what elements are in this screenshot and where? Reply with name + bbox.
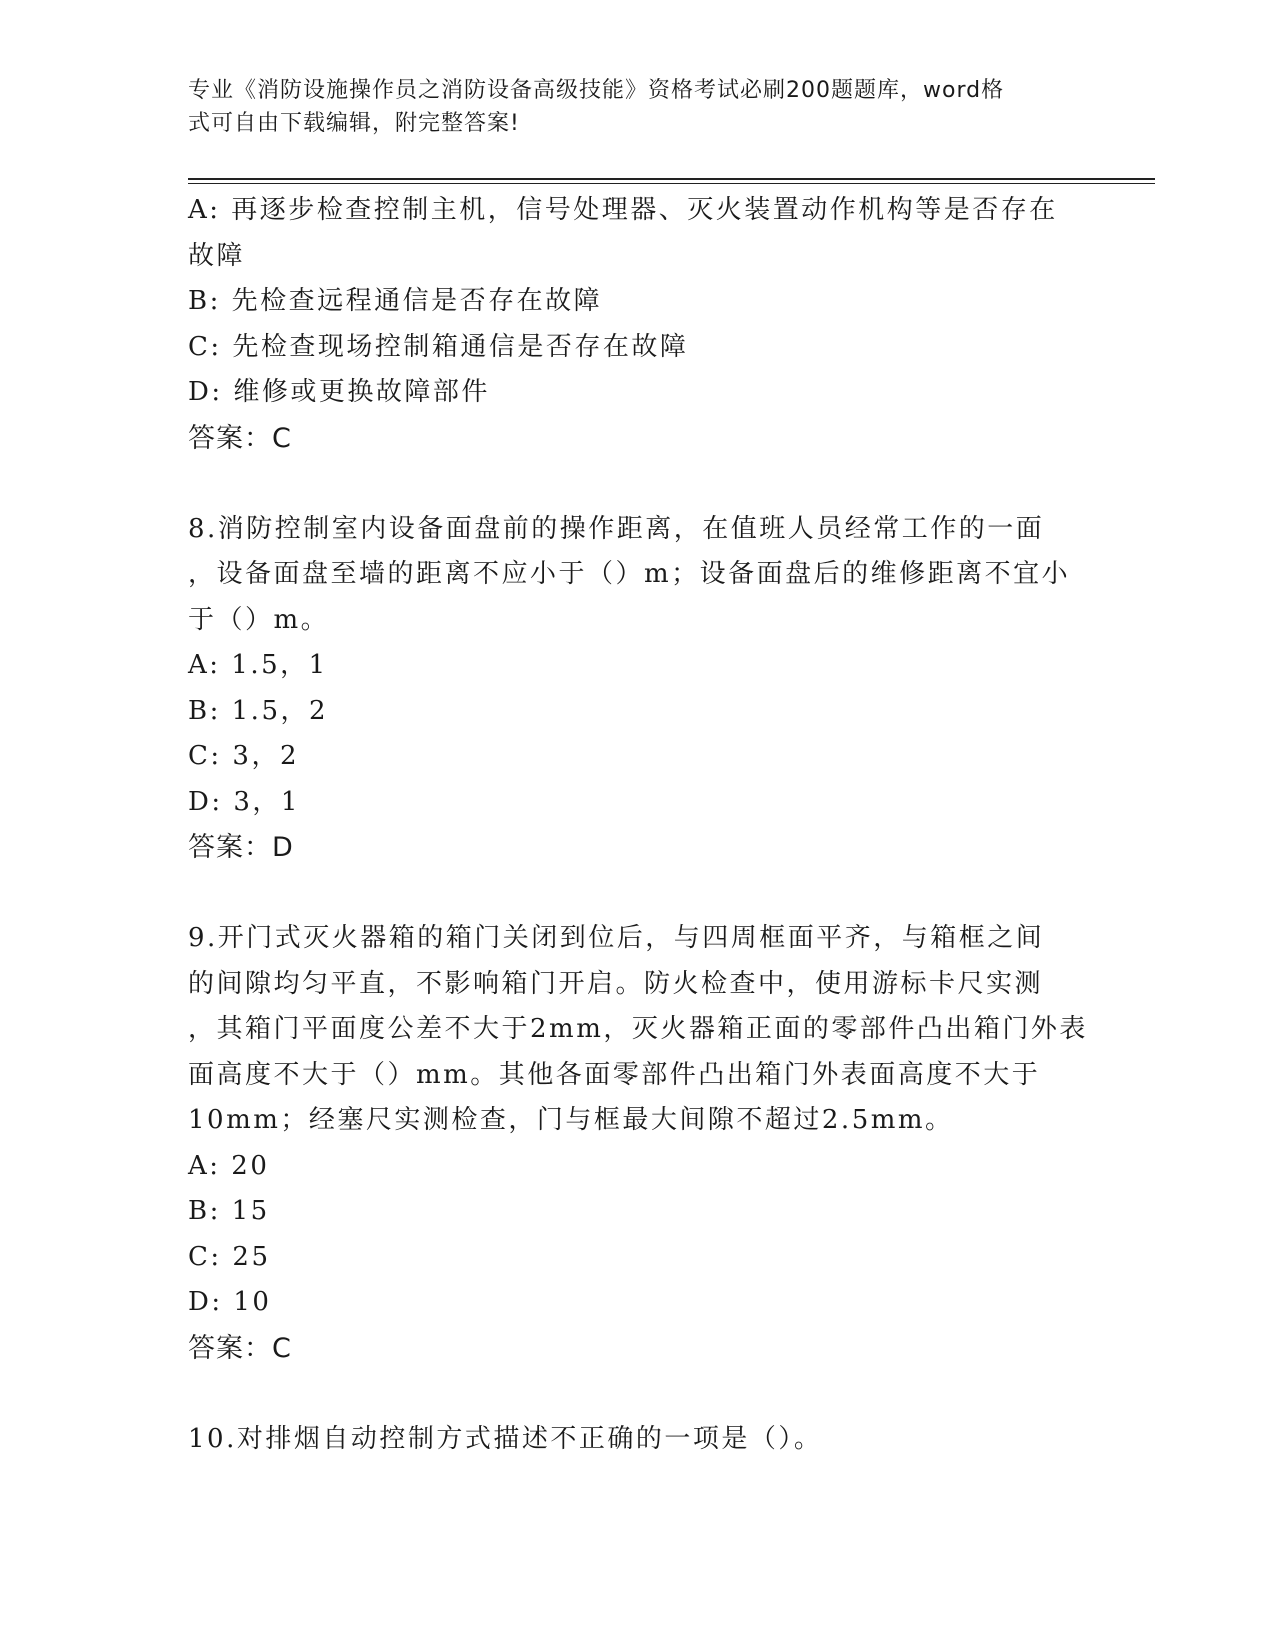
question-7 bbox=[188, 188, 1088, 461]
option-d: D: 3，1 bbox=[188, 786, 300, 817]
question-text-line-5: 10mm；经塞尺实测检查，门与框最大间隙不超过2.5mm。 bbox=[188, 1105, 954, 1135]
header-divider-thin bbox=[188, 183, 1155, 184]
header-line-1: 专业《消防设施操作员之消防设备高级技能》资格考试必刷200题题库，word格 bbox=[188, 78, 1005, 103]
document-header bbox=[188, 74, 1088, 140]
question-text-line-1: 9.开门式灭火器箱的箱门关闭到位后，与四周框面平齐，与箱框之间 bbox=[188, 923, 1045, 953]
question-list bbox=[188, 188, 1088, 1462]
option-b: B: 15 bbox=[188, 1196, 270, 1226]
answer-label: 答案：C bbox=[188, 422, 292, 454]
header-line-2: 式可自由下载编辑，附完整答案! bbox=[188, 111, 520, 136]
question-text-line-3: ，其箱门平面度公差不大于2mm，灭火器箱正面的零部件凸出箱门外表 bbox=[188, 1014, 1088, 1044]
answer-label: 答案：C bbox=[188, 1332, 292, 1364]
option-a-line-2: 故障 bbox=[188, 240, 246, 271]
option-b: B: 1.5，2 bbox=[188, 695, 329, 726]
question-9 bbox=[188, 916, 1088, 1371]
question-8 bbox=[188, 507, 1088, 871]
option-b: B: 先检查远程通信是否存在故障 bbox=[188, 286, 603, 316]
question-text-line-2: ，设备面盘至墙的距离不应小于（）m；设备面盘后的维修距离不宜小 bbox=[188, 559, 1071, 589]
option-d: D: 10 bbox=[188, 1287, 272, 1317]
header-divider-thick bbox=[188, 178, 1155, 180]
question-text-line-3: 于（）m。 bbox=[188, 604, 330, 635]
option-c: C: 25 bbox=[188, 1241, 271, 1272]
answer-label: 答案：D bbox=[188, 832, 294, 863]
question-text-line-2: 的间隙均匀平直，不影响箱门开启。防火检查中，使用游标卡尺实测 bbox=[188, 968, 1044, 999]
spacer bbox=[188, 871, 1088, 917]
question-10 bbox=[188, 1417, 1088, 1463]
spacer bbox=[188, 1371, 1088, 1417]
question-text-line-4: 面高度不大于（）mm。其他各面零部件凸出箱门外表面高度不大于 bbox=[188, 1059, 1041, 1090]
option-a-line-1: A: 再逐步检查控制主机，信号处理器、灭火装置动作机构等是否存在 bbox=[188, 195, 1058, 225]
option-d: D: 维修或更换故障部件 bbox=[188, 377, 490, 407]
option-a: A: 1.5，1 bbox=[188, 650, 328, 680]
spacer bbox=[188, 461, 1088, 507]
option-c: C: 3，2 bbox=[188, 741, 300, 771]
question-text-line-1: 10.对排烟自动控制方式描述不正确的一项是（）。 bbox=[188, 1423, 823, 1454]
question-text-line-1: 8.消防控制室内设备面盘前的操作距离，在值班人员经常工作的一面 bbox=[188, 513, 1045, 544]
option-c: C: 先检查现场控制箱通信是否存在故障 bbox=[188, 331, 689, 362]
option-a: A: 20 bbox=[188, 1150, 270, 1181]
